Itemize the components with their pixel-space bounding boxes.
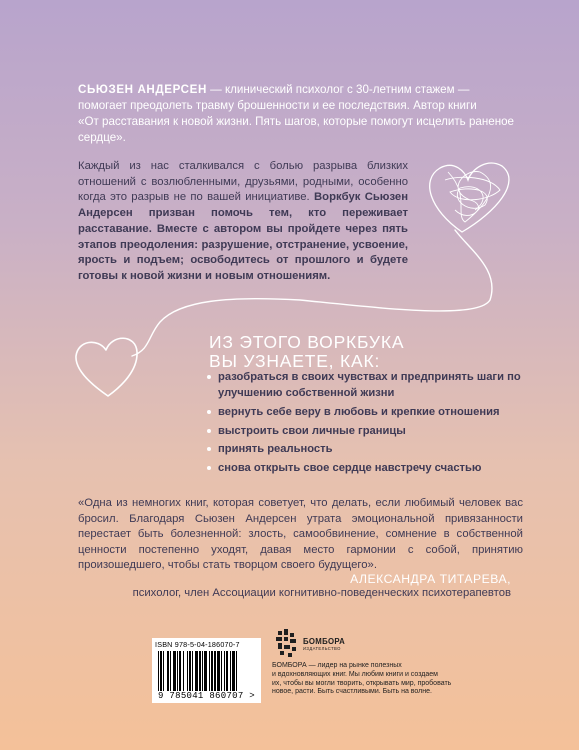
publisher-description [272, 662, 497, 697]
barcode-bar [204, 651, 207, 691]
learn-list-item: принять реальность [207, 441, 527, 457]
barcode-bar [199, 651, 201, 691]
learn-heading-line2: ВЫ УЗНАЕТЕ, КАК: [209, 351, 381, 371]
barcode-bar [226, 651, 228, 691]
learn-heading-line1: ИЗ ЭТОГО ВОРКБУКА [209, 332, 405, 352]
intro-paragraph [78, 159, 408, 285]
barcode-bar [230, 651, 231, 691]
learn-heading [209, 333, 404, 371]
barcode-bar [202, 651, 203, 691]
learn-list [207, 369, 527, 479]
learn-list-item: снова открыть свое сердце навстречу счастью [207, 460, 527, 476]
barcode-bar [167, 651, 169, 691]
author-bio [78, 82, 523, 146]
review-quote: «Одна из немногих книг, которая советует, что делать, если любимый человек вас бросил. Благодаря Сьюзен Андерсен утрата эмоциональной привязанности перестает быть болезненной: злость, самообвинение, сомнение в собственной ценности постепенно уходят, давая место гармонии с собой, принятию произошедшего, чтобы стать творцом своего будущего». [78, 497, 523, 572]
barcode-bar [183, 651, 184, 691]
barcode-bar [160, 651, 162, 691]
outline-heart-icon [76, 338, 137, 396]
quote-author: АЛЕКСАНДРА ТИТАРЕВА, [350, 572, 511, 586]
barcode-bar [214, 651, 216, 691]
publisher-line3: их, чтобы вы могли творить, открывать мир, пробовать [272, 679, 452, 687]
publisher-subtitle: ИЗДАТЕЛЬСТВО [303, 646, 341, 651]
learn-list-item: разобраться в своих чувствах и предпринять шаги по улучшению собственной жизни [207, 369, 527, 402]
barcode-bar [236, 651, 237, 691]
barcode-bar [211, 651, 213, 691]
barcode-bar [158, 651, 159, 691]
barcode-bar [195, 651, 198, 691]
barcode-bar [177, 651, 178, 691]
barcode-bar [170, 651, 171, 691]
publisher-name: БОМБОРА [303, 637, 346, 646]
author-bio-line2: помогает преодолеть травму брошенности и ее последствия. Автор книги [78, 99, 477, 112]
learn-list-item: выстроить свои личные границы [207, 423, 527, 439]
barcode-bar [189, 651, 191, 691]
isbn-label: ISBN 978-5-04-186070-7 [155, 640, 240, 649]
scribble-fill-1 [445, 177, 500, 210]
author-bio-line1: — клинический психолог с 30-летним стажем — [206, 83, 470, 96]
barcode-bar [209, 651, 210, 691]
intro-bold-text: Воркбук Сьюзен Андерсен призван помочь тем, кто переживает расставание. Вместе с автором вы пройдете через пять этапов преодоления: разрушение, отстранение, усвоение, ярость и подъем; освободитесь от прошлого и будете готовы к новой жизни и новым отношениям. [78, 191, 409, 282]
learn-list-item: вернуть себе веру в любовь и крепкие отношения [207, 404, 527, 420]
barcode-bar [163, 651, 164, 691]
isbn-barcode-block [152, 638, 261, 703]
intro-plain-text: Каждый из нас сталкивался с болью разрыва близких отношений с возлюбленными, друзьями, родными, особенно когда это разрыв не по вашей инициативе. [78, 160, 408, 204]
quote-author-role: психолог, член Ассоциации когнитивно-поведенческих психотерапевтов [132, 587, 511, 599]
barcode-bar [217, 651, 220, 691]
author-name: СЬЮЗЕН АНДЕРСЕН [78, 83, 207, 96]
barcode-bar [192, 651, 193, 691]
barcode-icon [158, 651, 255, 691]
publisher-line1: БОМБОРА — лидер на рынке полезных [272, 662, 402, 669]
barcode-bar [187, 651, 188, 691]
barcode-bar [221, 651, 222, 691]
scribble-fill-2 [448, 172, 491, 222]
barcode-bar [224, 651, 225, 691]
author-bio-line4: сердце». [78, 131, 126, 144]
author-bio-line3: «От расставания к новой жизни. Пять шагов, которые помогут исцелить раненое [78, 115, 514, 128]
barcode-bar [232, 651, 235, 691]
publisher-line4: новое, расти. Быть счастливыми. Быть на волне. [272, 688, 432, 696]
publisher-line2: и вдохновляющих книг. Мы любим книги и создаем [272, 670, 438, 678]
barcode-bar [173, 651, 176, 691]
scribble-heart-icon [430, 163, 509, 232]
barcode-bar [179, 651, 181, 691]
barcode-digits: 9 785041 860707 > [158, 691, 255, 701]
